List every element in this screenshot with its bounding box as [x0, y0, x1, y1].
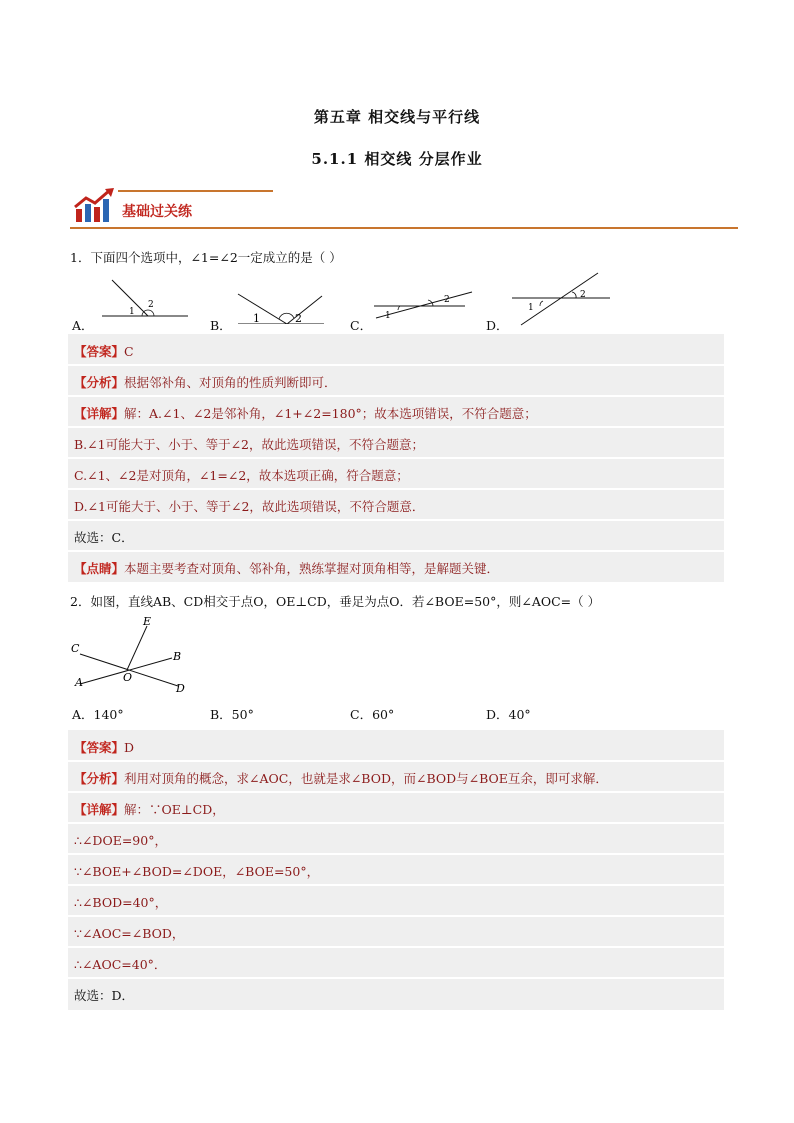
option-b-figure — [232, 272, 332, 324]
point-d-label: D — [176, 682, 185, 695]
comment-text: 本题主要考查对顶角、邻补角，熟练掌握对顶角相等，是解题关键． — [124, 561, 500, 576]
detail-line: ∵∠BOE+∠BOD=∠DOE，∠BOE=50°， — [74, 864, 320, 879]
answer-tag: 【答案】 — [74, 344, 125, 359]
comment-tag: 【点睛】 — [74, 561, 125, 576]
chapter-title: 第五章 相交线与平行线 — [313, 108, 481, 126]
angle-2-label: 2 — [148, 300, 154, 310]
question-1-stem: 1．下面四个选项中，∠1=∠2一定成立的是（ ） — [70, 250, 342, 265]
analysis-text: 利用对顶角的概念，求∠AOC，也就是求∠BOD，而∠BOD与∠BOE互余，即可求解． — [124, 771, 608, 786]
detail-line: ∴∠AOC=40°． — [74, 957, 167, 972]
answer-value: C — [124, 344, 134, 359]
answer-value: D — [124, 740, 135, 755]
point-a-label: A — [75, 676, 83, 689]
detail-tag: 【详解】 — [74, 802, 125, 817]
question-2-solution — [68, 730, 724, 1010]
point-b-label: B — [173, 650, 182, 663]
detail-line: 解：A.∠1、∠2是邻补角，∠1+∠2=180°；故本选项错误，不符合题意； — [124, 406, 537, 421]
choose-line: 故选：D． — [74, 988, 135, 1003]
option-d-figure — [506, 270, 616, 330]
banner-label: 基础过关练 — [122, 204, 192, 220]
option-c-label: C． — [350, 318, 373, 333]
option-d: D．40° — [486, 707, 531, 722]
detail-line: D.∠1可能大于、小于、等于∠2，故此选项错误，不符合题意． — [74, 499, 425, 514]
analysis-tag: 【分析】 — [74, 375, 125, 390]
angle-2-label: 2 — [444, 295, 450, 305]
point-o-label: O — [123, 671, 133, 684]
option-b: B．50° — [210, 707, 254, 722]
option-d-label: D． — [486, 318, 509, 333]
question-2-stem: 2．如图，直线AB、CD相交于点O，OE⊥CD，垂足为点O．若∠BOE=50°，则∠AOC=（ ） — [70, 594, 601, 609]
detail-line: 解：∵OE⊥CD， — [124, 802, 225, 817]
angle-1-label: 1 — [528, 303, 534, 313]
point-e-label: E — [143, 615, 152, 628]
question-1-options — [70, 270, 730, 332]
section-banner — [70, 187, 738, 229]
option-b-label: B． — [210, 318, 232, 333]
detail-line: ∴∠DOE=90°， — [74, 833, 167, 848]
option-c: C．60° — [350, 707, 395, 722]
analysis-tag: 【分析】 — [74, 771, 125, 786]
detail-line: ∴∠BOD=40°， — [74, 895, 168, 910]
detail-line: ∵∠AOC=∠BOD， — [74, 926, 185, 941]
question-2-figure — [70, 614, 200, 696]
section-title: 5.1.1 相交线 分层作业 — [311, 150, 483, 168]
point-c-label: C — [71, 642, 80, 655]
option-a-figure — [96, 276, 196, 328]
angle-1-label: 1 — [253, 312, 260, 324]
detail-line: B.∠1可能大于、小于、等于∠2，故此选项错误，不符合题意； — [74, 437, 425, 452]
option-a: A．140° — [72, 707, 124, 722]
angle-1-label: 1 — [385, 311, 391, 321]
option-c-figure — [370, 280, 480, 332]
angle-2-label: 2 — [295, 312, 302, 324]
chart-arrow-icon — [72, 187, 118, 225]
question-2-options — [70, 705, 730, 725]
angle-1-label: 1 — [129, 307, 135, 317]
angle-2-label: 2 — [580, 290, 586, 300]
analysis-text: 根据邻补角、对顶角的性质判断即可． — [124, 375, 337, 390]
choose-line: 故选：C． — [74, 530, 134, 545]
option-a-label: A． — [72, 318, 94, 333]
detail-line: C.∠1、∠2是对顶角，∠1=∠2，故本选项正确，符合题意； — [74, 468, 409, 483]
detail-tag: 【详解】 — [74, 406, 125, 421]
question-1-solution — [68, 334, 724, 582]
answer-tag: 【答案】 — [74, 740, 125, 755]
